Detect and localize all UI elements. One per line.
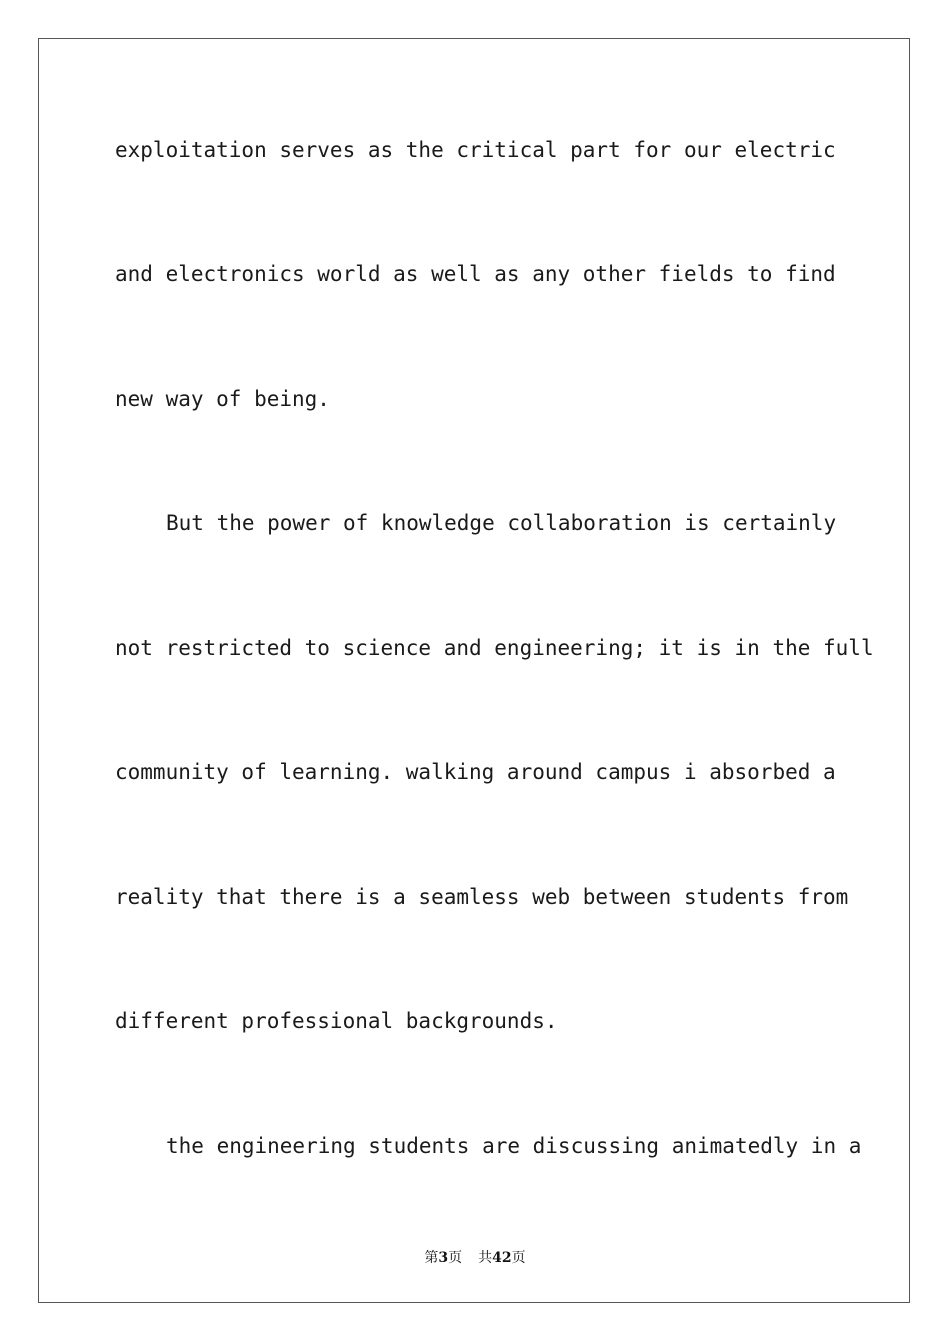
text-line-6: community of learning. walking around campus i absorbed a: [115, 760, 836, 784]
page-frame: [38, 38, 910, 1303]
text-line-5: not restricted to science and engineering; it is in the full: [115, 636, 874, 660]
footer-prefix: 第: [424, 1250, 439, 1266]
text-line-4: But the power of knowledge collaboration is certainly: [166, 511, 837, 535]
footer-total-prefix: 共: [478, 1250, 493, 1266]
text-line-3: new way of being.: [115, 387, 330, 411]
footer-page-suffix: 页: [448, 1250, 463, 1266]
text-line-2: and electronics world as well as any other fields to find: [115, 262, 836, 286]
text-line-8: different professional backgrounds.: [115, 1009, 558, 1033]
page-footer: [0, 1247, 950, 1267]
text-line-7: reality that there is a seamless web between students from: [115, 885, 849, 909]
text-line-9: the engineering students are discussing animatedly in a: [166, 1134, 862, 1158]
footer-page-number: 3: [438, 1250, 449, 1266]
footer-total-pages: 42: [492, 1250, 512, 1266]
footer-total-suffix: 页: [511, 1250, 526, 1266]
text-line-1: exploitation serves as the critical part for our electric: [115, 138, 836, 162]
